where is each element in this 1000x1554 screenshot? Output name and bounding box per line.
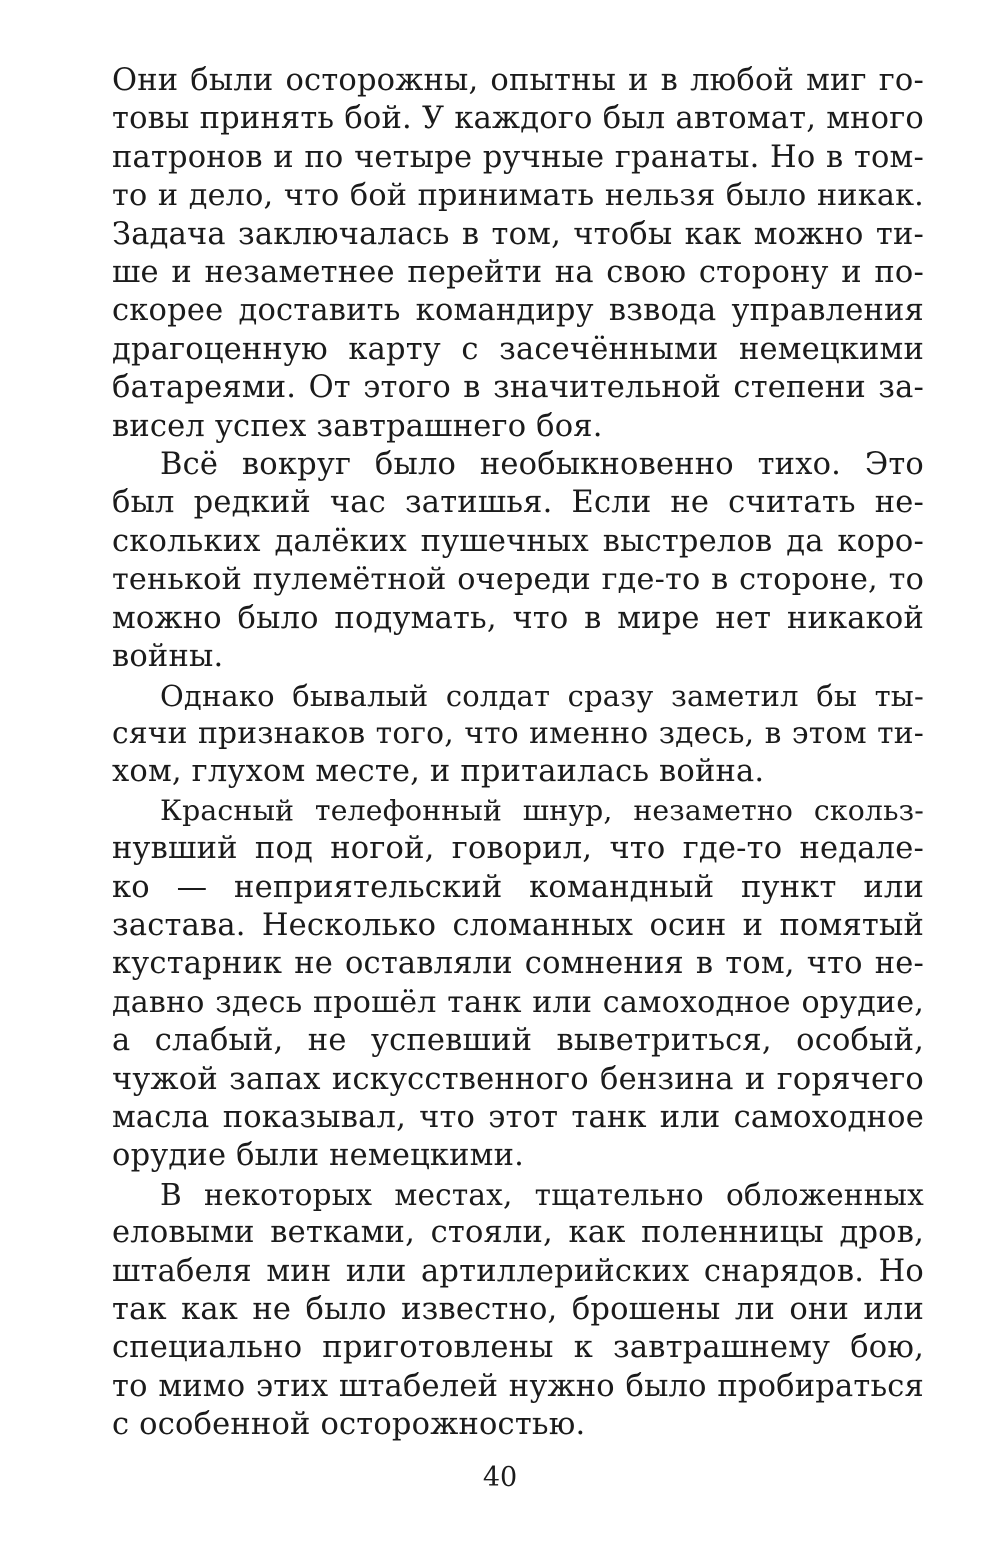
text-line: ше и незаметнее перейти на свою сторону и по- (112, 255, 924, 291)
text-line: чужой запах искусственного бензина и горячего (112, 1061, 924, 1097)
text-line: так как не было известно, брошены ли они или (112, 1292, 924, 1327)
text-line: войны. (112, 639, 224, 675)
text-line: штабеля мин или артиллерийских снарядов. Но (112, 1253, 924, 1289)
text-line: сячи признаков того, что именно здесь, в этом ти- (112, 715, 924, 751)
text-line: масла показывал, что этот танк или самоходное (112, 1099, 924, 1135)
text-line: драгоценную карту с засечёнными немецкими (112, 331, 924, 367)
text-line: Задача заключалась в том, чтобы как можно ти- (112, 216, 924, 252)
paragraph-1 (112, 62, 924, 446)
text-line: скорее доставить командиру взвода управления (112, 293, 924, 329)
text-line: товы принять бой. У каждого был автомат, много (112, 101, 924, 137)
text-line: а слабый, не успевший выветриться, особый, (112, 1023, 924, 1059)
text-line: еловыми ветками, стояли, как поленницы дров, (112, 1215, 924, 1251)
text-line: можно было подумать, что в мире нет никакой (112, 600, 924, 636)
paragraph-3 (112, 677, 924, 792)
text-line: кустарник не оставляли сомнения в том, что не- (112, 946, 924, 982)
text-line: висел успех завтрашнего боя. (112, 408, 603, 444)
text-line: то и дело, что бой принимать нельзя было никак. (112, 178, 924, 214)
text-line: специально приготовлены к завтрашнему бою, (112, 1330, 924, 1366)
text-line: скольких далёких пушечных выстрелов да коро- (112, 523, 924, 559)
text-line: застава. Несколько сломанных осин и помятый (112, 907, 924, 943)
page-number: 40 (482, 1462, 518, 1493)
text-line: был редкий час затишья. Если не считать не- (112, 485, 924, 521)
text-line: Они были осторожны, опытны и в любой миг го- (112, 63, 924, 98)
text-line: нувший под ногой, говорил, что где-то недале- (112, 831, 924, 867)
text-line: орудие были немецкими. (112, 1138, 525, 1174)
text-line: с особенной осторожностью. (112, 1407, 586, 1443)
text-line: тенькой пулемётной очереди где-то в стороне, то (112, 562, 924, 598)
paragraph-5 (112, 1176, 924, 1445)
text-line: патронов и по четыре ручные гранаты. Но в том- (112, 139, 924, 175)
text-line: давно здесь прошёл танк или самоходное орудие, (112, 984, 924, 1020)
paragraph-4 (112, 792, 924, 1176)
text-line: Однако бывалый солдат сразу заметил бы ты- (160, 678, 924, 713)
text-line: ко — неприятельский командный пункт или (112, 869, 924, 905)
paragraph-2 (112, 446, 924, 676)
text-line: батареями. От этого в значительной степени за- (112, 370, 924, 406)
text-line: то мимо этих штабелей нужно было пробираться (112, 1368, 924, 1404)
body-text (112, 62, 924, 1445)
text-line: хом, глухом месте, и притаилась война. (112, 754, 765, 790)
text-line: Всё вокруг было необыкновенно тихо. Это (160, 447, 924, 483)
text-line: Красный телефонный шнур, незаметно скольз- (160, 793, 924, 827)
text-line: В некоторых местах, тщательно обложенных (160, 1177, 924, 1212)
